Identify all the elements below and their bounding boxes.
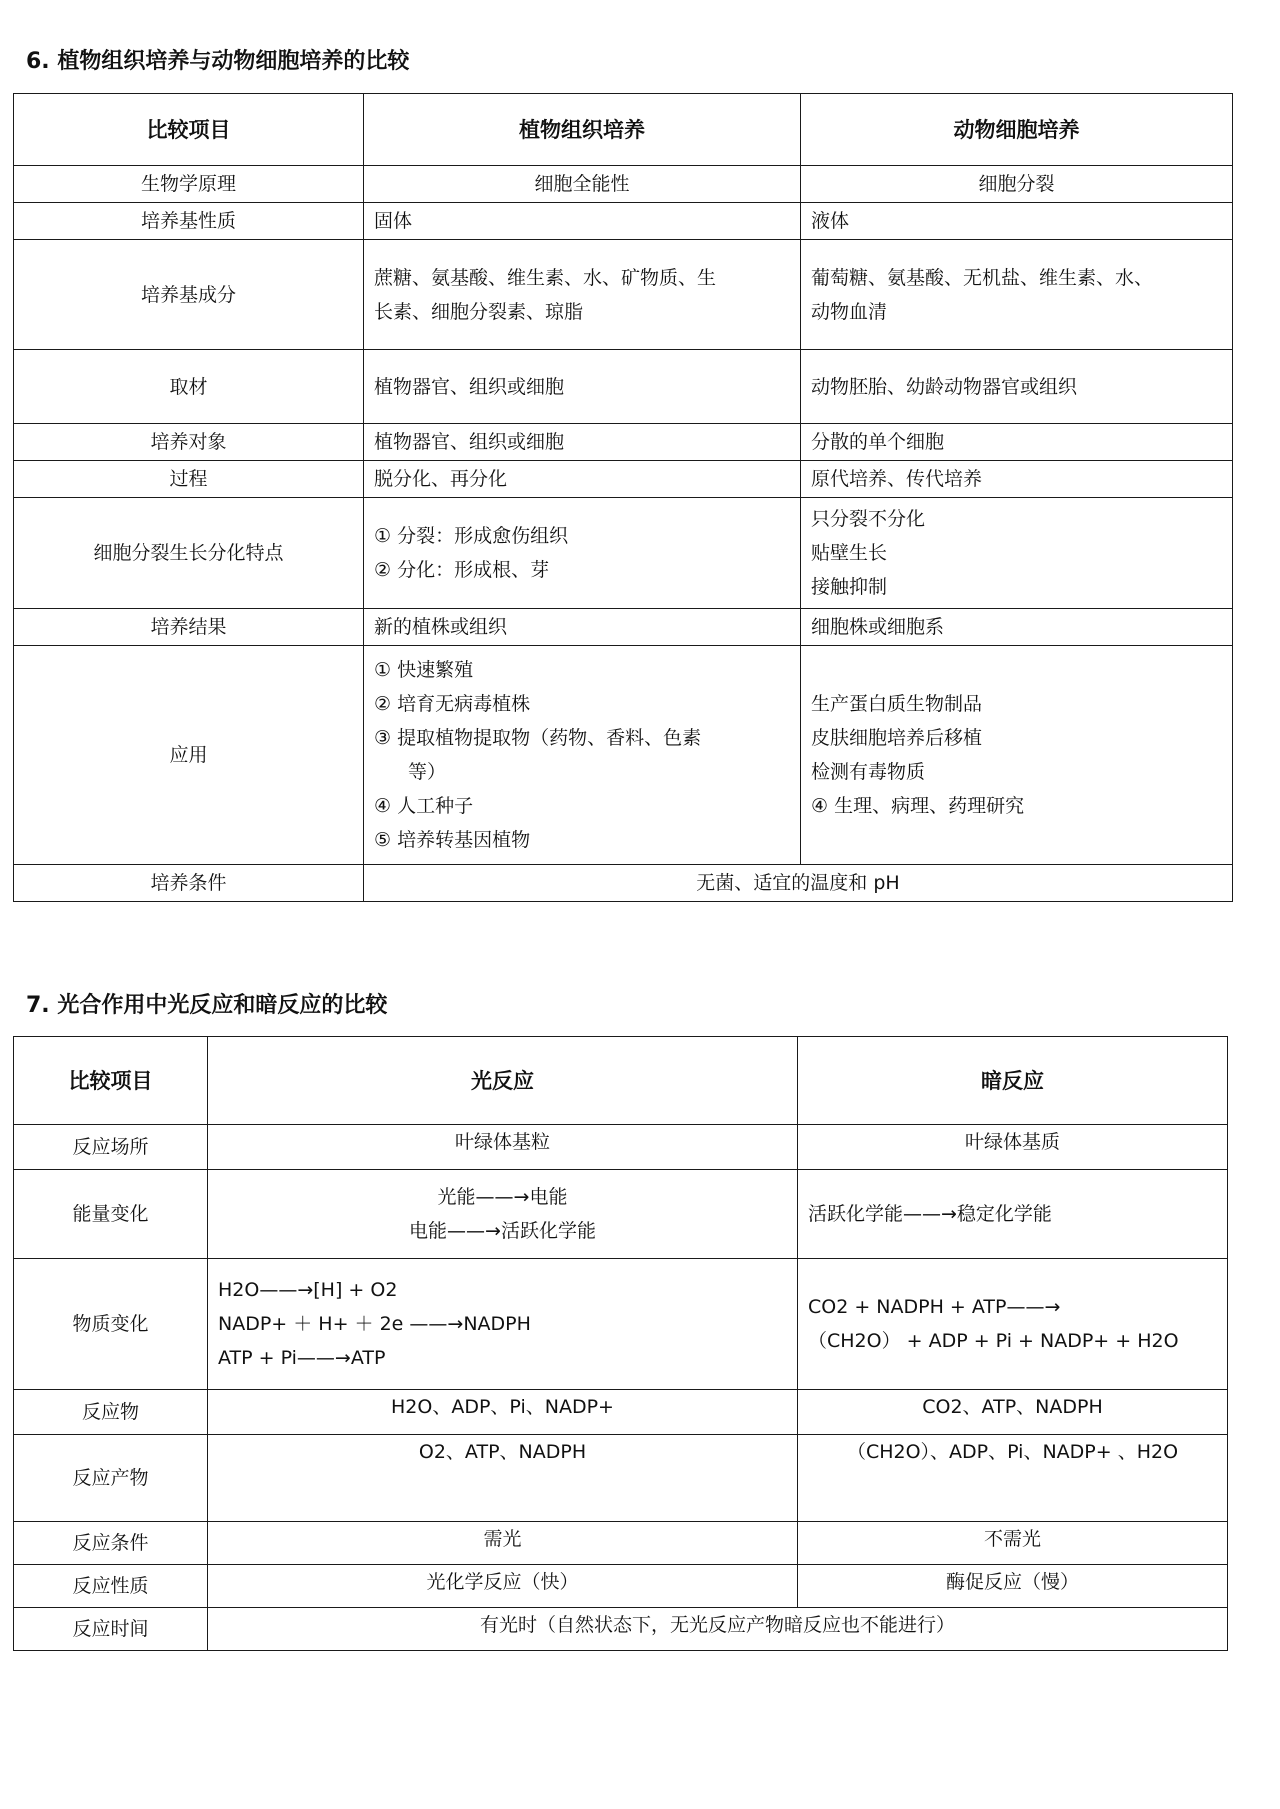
light-line: 电能——→活跃化学能	[409, 1220, 596, 1242]
section6-title: 6. 植物组织培养与动物细胞培养的比较	[26, 49, 410, 74]
light-cell: H2O、ADP、Pi、NADP+	[208, 1390, 798, 1435]
table-row	[14, 1565, 1228, 1608]
light-cell: O2、ATP、NADPH	[208, 1435, 798, 1522]
table-row	[14, 166, 1233, 203]
table-row	[14, 1608, 1228, 1651]
plant-cell	[364, 498, 801, 609]
light-line: NADP+ ＋ H+ ＋ 2e ——→NADPH	[218, 1313, 531, 1335]
row-label: 物质变化	[14, 1259, 208, 1390]
row-label: 细胞分裂生长分化特点	[14, 498, 364, 609]
header-animal: 动物细胞培养	[801, 94, 1233, 166]
animal-cell: 细胞分裂	[801, 166, 1233, 203]
table-row	[14, 646, 1233, 865]
animal-line: 接触抑制	[811, 576, 888, 598]
header-dark-reaction: 暗反应	[798, 1037, 1228, 1125]
animal-cell: 分散的单个细胞	[801, 424, 1233, 461]
plant-cell: 新的植株或组织	[364, 609, 801, 646]
plant-animal-culture-table	[13, 93, 1233, 902]
animal-cell: 液体	[801, 203, 1233, 240]
animal-line: 葡萄糖、氨基酸、无机盐、维生素、水、	[811, 266, 1154, 289]
animal-line: 检测有毒物质	[811, 761, 926, 783]
plant-line: 蔗糖、氨基酸、维生素、水、矿物质、生	[374, 266, 717, 289]
plant-cell	[364, 646, 801, 865]
plant-cell: 脱分化、再分化	[364, 461, 801, 498]
row-label: 反应物	[14, 1390, 208, 1435]
light-line: 光能——→电能	[437, 1186, 568, 1208]
row-label: 能量变化	[14, 1170, 208, 1259]
plant-cell	[364, 240, 801, 350]
merged-cell: 无菌、适宜的温度和 pH	[364, 865, 1233, 902]
row-label: 生物学原理	[14, 166, 364, 203]
row-label: 培养条件	[14, 865, 364, 902]
light-cell	[208, 1170, 798, 1259]
plant-cell: 植物器官、组织或细胞	[364, 350, 801, 424]
light-line: H2O——→[H] + O2	[218, 1279, 398, 1301]
animal-cell	[801, 240, 1233, 350]
plant-line: 长素、细胞分裂素、琼脂	[374, 300, 584, 323]
plant-line: ② 分化：形成根、芽	[374, 559, 550, 581]
row-label: 反应条件	[14, 1522, 208, 1565]
table-row	[14, 203, 1233, 240]
animal-line: 动物血清	[811, 300, 888, 323]
row-label: 反应场所	[14, 1125, 208, 1170]
animal-line: ④ 生理、病理、药理研究	[811, 795, 1025, 817]
table-row	[14, 461, 1233, 498]
plant-line: ④ 人工种子	[374, 795, 474, 817]
table-header-row	[14, 94, 1233, 166]
row-label: 反应性质	[14, 1565, 208, 1608]
row-label: 培养结果	[14, 609, 364, 646]
animal-cell: 细胞株或细胞系	[801, 609, 1233, 646]
table-row	[14, 1390, 1228, 1435]
table-row	[14, 1125, 1228, 1170]
dark-line: （CH2O） + ADP + Pi + NADP+ + H2O	[808, 1330, 1179, 1352]
table-row	[14, 609, 1233, 646]
table-row	[14, 350, 1233, 424]
animal-cell: 原代培养、传代培养	[801, 461, 1233, 498]
plant-line: ③ 提取植物提取物（药物、香料、色素	[374, 727, 702, 749]
light-line: ATP + Pi——→ATP	[218, 1347, 386, 1369]
animal-line: 生产蛋白质生物制品	[811, 693, 983, 715]
header-light-reaction: 光反应	[208, 1037, 798, 1125]
dark-cell: 酶促反应（慢）	[798, 1565, 1228, 1608]
dark-line: CO2 + NADPH + ATP——→	[808, 1296, 1061, 1318]
animal-cell	[801, 646, 1233, 865]
row-label: 反应时间	[14, 1608, 208, 1651]
dark-cell: 叶绿体基质	[798, 1125, 1228, 1170]
light-cell: 光化学反应（快）	[208, 1565, 798, 1608]
plant-line: 等）	[408, 761, 447, 783]
photosynthesis-table	[13, 1036, 1228, 1651]
animal-cell	[801, 498, 1233, 609]
table-row	[14, 1259, 1228, 1390]
animal-cell: 动物胚胎、幼龄动物器官或组织	[801, 350, 1233, 424]
row-label: 培养对象	[14, 424, 364, 461]
light-cell: 需光	[208, 1522, 798, 1565]
dark-cell: 不需光	[798, 1522, 1228, 1565]
animal-line: 皮肤细胞培养后移植	[811, 727, 983, 749]
row-label: 取材	[14, 350, 364, 424]
light-cell: 叶绿体基粒	[208, 1125, 798, 1170]
row-label: 培养基性质	[14, 203, 364, 240]
animal-line: 贴壁生长	[811, 542, 888, 564]
table-row	[14, 865, 1233, 902]
table-row	[14, 1435, 1228, 1522]
dark-cell: CO2、ATP、NADPH	[798, 1390, 1228, 1435]
dark-cell: 活跃化学能——→稳定化学能	[798, 1170, 1228, 1259]
table-header-row	[14, 1037, 1228, 1125]
dark-cell	[798, 1259, 1228, 1390]
plant-line: ① 分裂：形成愈伤组织	[374, 525, 569, 547]
table-row	[14, 424, 1233, 461]
row-label: 培养基成分	[14, 240, 364, 350]
row-label: 过程	[14, 461, 364, 498]
plant-line: ⑤ 培养转基因植物	[374, 829, 531, 851]
animal-line: 只分裂不分化	[811, 508, 926, 530]
section7-title: 7. 光合作用中光反应和暗反应的比较	[26, 993, 388, 1018]
row-label: 应用	[14, 646, 364, 865]
header-compare-item: 比较项目	[14, 94, 364, 166]
table-row	[14, 1522, 1228, 1565]
plant-line: ① 快速繁殖	[374, 659, 474, 681]
header-plant: 植物组织培养	[364, 94, 801, 166]
plant-cell: 细胞全能性	[364, 166, 801, 203]
header-compare-item: 比较项目	[14, 1037, 208, 1125]
plant-cell: 植物器官、组织或细胞	[364, 424, 801, 461]
plant-line: ② 培育无病毒植株	[374, 693, 531, 715]
row-label: 反应产物	[14, 1435, 208, 1522]
table-row	[14, 240, 1233, 350]
table-row	[14, 1170, 1228, 1259]
plant-cell: 固体	[364, 203, 801, 240]
merged-cell: 有光时（自然状态下，无光反应产物暗反应也不能进行）	[208, 1608, 1228, 1651]
light-cell	[208, 1259, 798, 1390]
dark-cell: （CH2O）、ADP、Pi、NADP+ 、H2O	[798, 1435, 1228, 1522]
table-row	[14, 498, 1233, 609]
